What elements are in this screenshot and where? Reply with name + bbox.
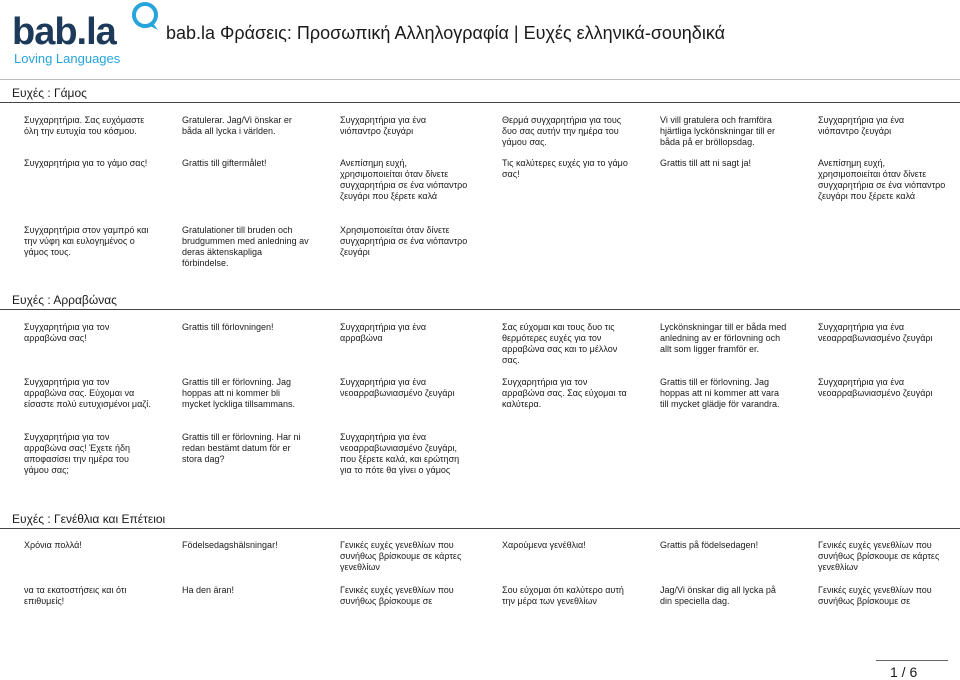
- phrase-cell: Συγχαρητήρια για ένα νεοαρραβωνιασμένο ζευγάρι, που ξέρετε καλά, και ερώτηση για το πότε θα γίνει ο γάμος: [340, 432, 460, 475]
- page-header: [0, 0, 960, 80]
- phrase-cell: Grattis till er förlovning. Har ni redan bestämt datum för er stora dag?: [182, 432, 301, 464]
- speech-bubble-icon: [130, 2, 160, 32]
- babla-logo[interactable]: [12, 0, 152, 70]
- phrase-cell: Gratulationer till bruden och brudgummen med anledning av deras äktenskapliga förbindelse.: [182, 225, 309, 268]
- page-number: 1 / 6: [890, 664, 918, 680]
- phrase-cell: Ha den äran!: [182, 585, 235, 595]
- phrase-cell: Lyckönskningar till er båda med anledning av er förlovning och allt som ligger framför er.: [660, 322, 787, 354]
- phrase-cell: Τις καλύτερες ευχές για το γάμο σας!: [502, 158, 628, 179]
- phrase-cell: Συγχαρητήρια για τον αρραβώνα σας! Έχετε ήδη αποφασίσει την ημέρα του γάμου σας;: [24, 432, 131, 475]
- phrase-cell: Συγχαρητήρια για ένα νεοαρραβωνιασμένο ζευγάρι: [818, 322, 933, 343]
- phrase-cell: Γενικές ευχές γενεθλίων που συνήθως βρίσκουμε σε: [340, 585, 454, 606]
- phrase-cell: Grattis till er förlovning. Jag hoppas att ni kommer att vara till mycket glädje för varandra.: [660, 377, 780, 409]
- page-title: bab.la Φράσεις: Προσωπική Αλληλογραφία | Ευχές ελληνικά-σουηδικά: [166, 23, 726, 43]
- phrase-cell: Συγχαρητήρια για τον αρραβώνα σας. Εύχομαι να είσαστε πολύ ευτυχισμένοι μαζί.: [24, 377, 151, 409]
- phrase-cell: Gratulerar. Jag/Vi önskar er båda all lycka i världen.: [182, 115, 292, 136]
- footer-divider: [876, 660, 948, 661]
- phrase-cell: Συγχαρητήρια για ένα νιόπαντρο ζευγάρι: [340, 115, 427, 136]
- phrase-cell: Συγχαρητήρια για τον αρραβώνα σας!: [24, 322, 110, 343]
- section-divider: [0, 528, 960, 529]
- phrase-cell: Σας εύχομαι και τους δυο τις θερμότερες ευχές για τον αρραβώνα σας και το μέλλον σας.: [502, 322, 618, 365]
- phrase-cell: Συγχαρητήρια στον γαμπρό και την νύφη και ευλογημένος ο γάμος τους.: [24, 225, 149, 257]
- phrase-cell: Jag/Vi önskar dig all lycka på din speciella dag.: [660, 585, 776, 606]
- phrase-cell: Grattis till förlovningen!: [182, 322, 274, 332]
- phrase-cell: Vi vill gratulera och framföra hjärtliga lyckönskningar till er båda på er bröllopsdag.: [660, 115, 776, 147]
- section-title-engagement: Ευχές : Αρραβώνας: [12, 293, 117, 307]
- phrase-cell: Grattis till er förlovning. Jag hoppas att ni kommer bli mycket lyckliga tillsammans.: [182, 377, 296, 409]
- phrase-cell: Συγχαρητήρια για ένα νεοαρραβωνιασμένο ζευγάρι: [818, 377, 933, 398]
- phrase-cell: Συγχαρητήρια για το γάμο σας!: [24, 158, 148, 168]
- phrase-cell: Grattis på födelsedagen!: [660, 540, 759, 550]
- phrase-cell: να τα εκατοστήσεις και ότι επιθυμείς!: [24, 585, 127, 606]
- phrase-cell: Συγχαρητήρια. Σας ευχόμαστε όλη την ευτυχία του κόσμου.: [24, 115, 145, 136]
- phrase-cell: Συγχαρητήρια για τον αρραβώνα σας. Σας εύχομαι τα καλύτερα.: [502, 377, 627, 409]
- section-title-wedding: Ευχές : Γάμος: [12, 86, 87, 100]
- header-divider: [0, 79, 960, 80]
- phrase-cell: Χρόνια πολλά!: [24, 540, 82, 550]
- phrase-cell: Συγχαρητήρια για ένα αρραβώνα: [340, 322, 427, 343]
- section-divider: [0, 309, 960, 310]
- logo-tagline: Loving Languages: [14, 51, 121, 66]
- phrase-cell: Ανεπίσημη ευχή, χρησιμοποιείται όταν δίνετε συγχαρητήρια σε ένα νιόπαντρο ζευγάρι που ξέρετε καλά: [340, 158, 468, 201]
- phrase-cell: Θερμά συγχαρητήρια για τους δυο σας αυτήν την ημέρα του γάμου σας.: [502, 115, 622, 147]
- phrase-cell: Γενικές ευχές γενεθλίων που συνήθως βρίσκουμε σε κάρτες γενεθλίων: [340, 540, 462, 572]
- phrase-cell: Ανεπίσημη ευχή, χρησιμοποιείται όταν δίνετε συγχαρητήρια σε ένα νιόπαντρο ζευγάρι που ξέρετε καλά: [818, 158, 946, 201]
- phrase-cell: Γενικές ευχές γενεθλίων που συνήθως βρίσκουμε σε κάρτες γενεθλίων: [818, 540, 940, 572]
- logo-wordmark: bab.la: [12, 11, 116, 53]
- phrase-cell: Συγχαρητήρια για ένα νεοαρραβωνιασμένο ζευγάρι: [340, 377, 455, 398]
- phrase-cell: Födelsedagshälsningar!: [182, 540, 278, 550]
- section-divider: [0, 102, 960, 103]
- phrase-cell: Grattis till giftermålet!: [182, 158, 267, 168]
- section-title-birthdays: Ευχές : Γενέθλια και Επέτειοι: [12, 512, 166, 526]
- phrase-cell: Συγχαρητήρια για ένα νιόπαντρο ζευγάρι: [818, 115, 905, 136]
- phrase-cell: Σου εύχομαι ότι καλύτερο αυτή την μέρα των γενεθλίων: [502, 585, 624, 606]
- phrase-cell: Χαρούμενα γενέθλια!: [502, 540, 586, 550]
- phrase-cell: Χρησιμοποιείται όταν δίνετε συγχαρητήρια σε ένα νιόπαντρο ζευγάρι: [340, 225, 468, 257]
- phrase-cell: Grattis till att ni sagt ja!: [660, 158, 752, 168]
- phrase-cell: Γενικές ευχές γενεθλίων που συνήθως βρίσκουμε σε: [818, 585, 932, 606]
